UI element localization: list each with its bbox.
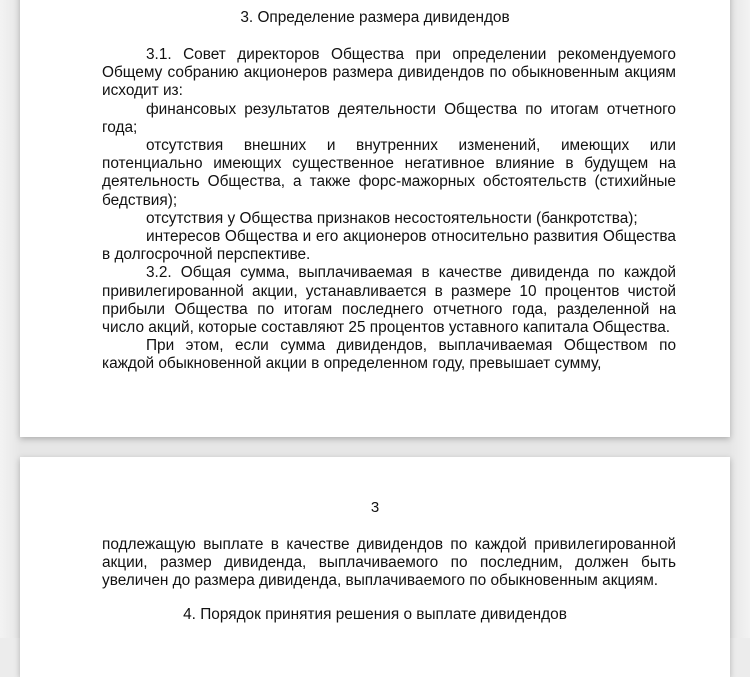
page2-body <box>102 536 676 591</box>
page-number: 3 <box>370 499 380 516</box>
section-heading-3: 3. Определение размера дивидендов <box>240 9 510 26</box>
list-item-no-changes: отсутствия внешних и внутренних изменений, имеющих или потенциально имеющих существенное негативное влияние в будущем на деятельность Общества, а также форс-мажорных обстоятельств (стихийные бедствия); <box>102 137 676 209</box>
paragraph-3-2: 3.2. Общая сумма, выплачиваемая в качестве дивиденда по каждой привилегированной акции, устанавливается в размере 10 процентов чистой прибыли Общества по итогам последнего отчетного года, разделенной на число акций, которые составляют 25 процентов уставного капитала Общества. <box>102 264 676 337</box>
list-item-financial-results: финансовых результатов деятельности Общества по итогам отчетного года; <box>102 100 676 136</box>
section-heading-4: 4. Порядок принятия решения о выплате дивидендов <box>183 606 567 623</box>
page1-body <box>102 46 676 374</box>
list-item-interests: интересов Общества и его акционеров относительно развития Общества в долгосрочной перспективе. <box>102 228 676 264</box>
list-item-no-insolvency: отсутствия у Общества признаков несостоятельности (банкротства); <box>146 209 638 227</box>
paragraph-3-2-continued: При этом, если сумма дивидендов, выплачиваемая Обществом по каждой обыкновенной акции в определенном году, превышает сумму, <box>102 337 676 373</box>
paragraph-3-1: 3.1. Совет директоров Общества при определении рекомендуемого Общему собранию акционеров размера дивидендов по обыкновенным акциям исходит из: <box>102 46 676 100</box>
paragraph-continuation: подлежащую выплате в качестве дивидендов по каждой привилегированной акции, размер дивиденда, выплачиваемого по последним, должен быть увеличен до размера дивиденда, выплачиваемого по обыкновенным акциям. <box>102 536 676 590</box>
